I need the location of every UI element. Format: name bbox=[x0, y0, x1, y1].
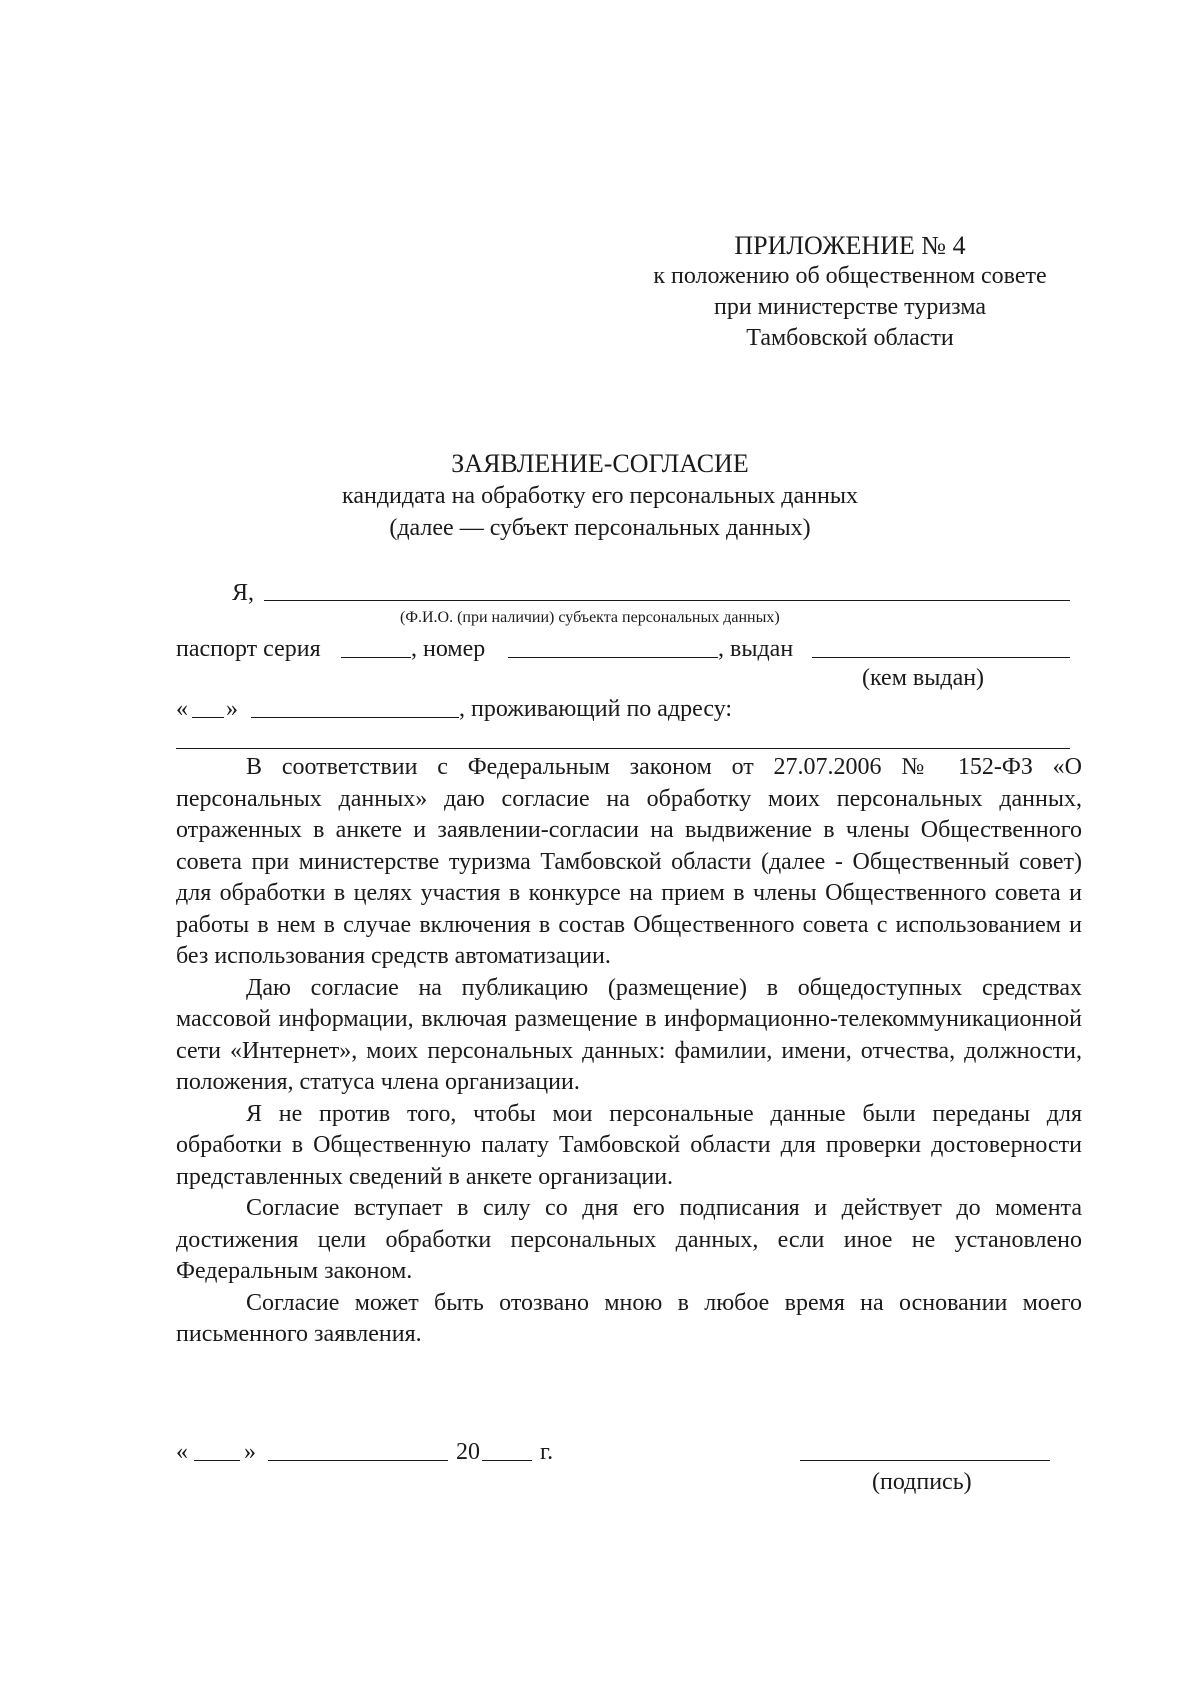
paragraph-2: Даю согласие на публикацию (размещение) в общедоступных средствах массовой информации, включая размещение в информационно-телекоммуникационной сети «Интернет», моих персональных данных: фамилии, имени, отчества, должности, положения, статуса члена организации. bbox=[176, 974, 1082, 1095]
paragraph-3: Я не против того, чтобы мои персональные данные были переданы для обработки в Общественную палату Тамбовской области для проверки достоверности представленных сведений в анкете организации. bbox=[176, 1100, 1082, 1190]
passport-number-line[interactable] bbox=[508, 657, 718, 658]
issue-month-line[interactable] bbox=[251, 717, 459, 718]
sign-month-line[interactable] bbox=[268, 1460, 448, 1461]
document-title: ЗАЯВЛЕНИЕ-СОГЛАСИЕ bbox=[451, 449, 749, 478]
sign-day-line[interactable] bbox=[194, 1460, 240, 1461]
document-subtitle-2: (далее — субъект персональных данных) bbox=[389, 515, 811, 541]
passport-issued-label: , выдан bbox=[718, 636, 794, 662]
appendix-title: ПРИЛОЖЕНИЕ № 4 bbox=[734, 231, 966, 260]
issued-by-caption: (кем выдан) bbox=[862, 665, 985, 691]
issue-day-line[interactable] bbox=[192, 717, 224, 718]
passport-series-label: паспорт серия bbox=[176, 636, 321, 662]
fio-field-line[interactable] bbox=[264, 600, 1070, 601]
document-subtitle-1: кандидата на обработку его персональных данных bbox=[342, 483, 858, 509]
residing-label: , проживающий по адресу: bbox=[459, 696, 733, 722]
paragraph-4: Согласие вступает в силу со дня его подписания и действует до момента достижения цели обработки персональных данных, если иное не установлено Федеральным законом. bbox=[176, 1195, 1082, 1284]
passport-series-line[interactable] bbox=[341, 657, 411, 658]
sign-year-line[interactable] bbox=[482, 1460, 532, 1461]
passport-number-label: , номер bbox=[411, 636, 486, 662]
signature-line[interactable] bbox=[800, 1460, 1050, 1461]
appendix-line-3: Тамбовской области bbox=[746, 325, 954, 351]
footer-quote-close: » bbox=[244, 1439, 256, 1465]
date-quote-open: « bbox=[176, 696, 188, 722]
fio-caption: (Ф.И.О. (при наличии) субъекта персональных данных) bbox=[400, 609, 780, 626]
footer-quote-open: « bbox=[176, 1439, 188, 1465]
appendix-line-1: к положению об общественном совете bbox=[653, 263, 1047, 289]
i-label: Я, bbox=[232, 580, 255, 606]
signature-caption: (подпись) bbox=[872, 1469, 972, 1495]
date-quote-close: » bbox=[226, 696, 238, 722]
year-suffix: г. bbox=[540, 1439, 554, 1465]
address-line[interactable] bbox=[176, 748, 1070, 749]
year-prefix: 20 bbox=[456, 1439, 480, 1465]
consent-body bbox=[176, 752, 1082, 1351]
document-title-block bbox=[150, 448, 1050, 544]
paragraph-5: Согласие может быть отозвано мною в любое время на основании моего письменного заявления. bbox=[176, 1289, 1082, 1347]
appendix-header bbox=[600, 230, 1100, 354]
passport-issued-line[interactable] bbox=[812, 657, 1070, 658]
appendix-line-2: при министерстве туризма bbox=[713, 294, 986, 320]
paragraph-1: В соответствии с Федеральным законом от 27.07.2006 № 152-ФЗ «О персональных данных» даю согласие на обработку моих персональных данных, отраженных в анкете и заявлении-согласии на выдвижение в члены Общественного совета при министерстве туризма Тамбовской области (далее - Общественный совет) для обработки в целях участия в конкурсе на прием в члены Общественного совета и работы в нем в случае включения в состав Общественного совета с использованием и без использования средств автоматизации. bbox=[176, 754, 1082, 969]
